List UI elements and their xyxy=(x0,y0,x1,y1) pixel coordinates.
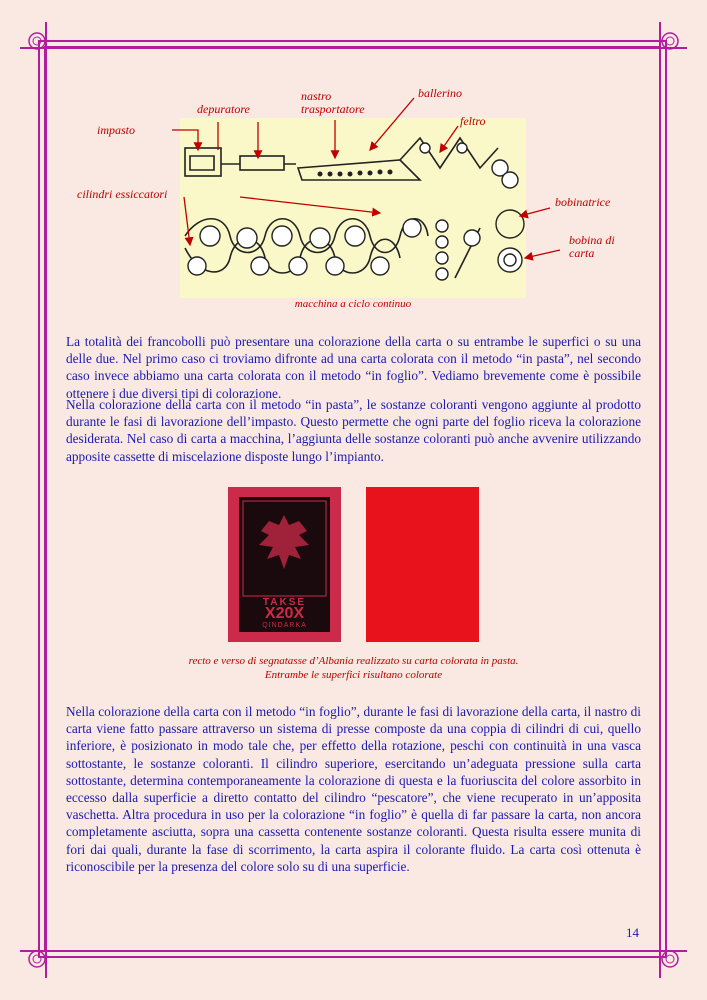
corner-ornament-bottom-left xyxy=(20,946,50,976)
paragraph-in-pasta: Nella colorazione della carta con il metodo “in pasta”, le sostanze coloranti vengono aggiunte al prodotto durante le fasi di lavorazione dell’impasto. Questo permette che ogni parte del foglio riceva la colorazione desiderata. Nel caso di carta a macchina, l’aggiunta delle sostanze coloranti può anche avvenire utilizzando apposite cassette di miscelazione disposte lungo l’impianto. xyxy=(66,397,641,464)
stamp-caption-line1: recto e verso di segnatasse d’Albania realizzato su carta colorata in pasta. xyxy=(188,655,519,667)
label-bobinatrice: bobinatrice xyxy=(555,195,611,209)
stamp-text-bottom: QINDARKA xyxy=(262,622,307,629)
label-feltro: feltro xyxy=(460,114,486,128)
label-depuratore: depuratore xyxy=(197,102,250,116)
diagram-caption: macchina a ciclo continuo xyxy=(294,298,412,310)
frame-bottom-rule xyxy=(20,950,687,952)
stamp-text-value: X20X xyxy=(264,605,305,622)
label-impasto: impasto xyxy=(97,123,136,137)
paragraph-intro: La totalità dei francobolli può presentare una colorazione della carta o su entrambe le superfici o su una delle due. Nel primo caso ci troviamo difronte ad una carta colorata con il metodo “in pasta”, nel secondo caso invece abbiamo una carta colorata con il metodo “in foglio”. Vediamo brevemente come è possibile ottenere i due diversi tipi di colorazione. xyxy=(66,334,641,401)
stamp-caption-line2: Entrambe le superfici risultano colorate xyxy=(264,669,443,681)
diagram-arrows xyxy=(0,0,707,320)
stamp-verso xyxy=(366,487,479,642)
corner-ornament-bottom-right xyxy=(657,946,687,976)
stamp-recto xyxy=(228,487,341,642)
label-bobina-di-carta: bobina di carta xyxy=(569,233,615,260)
page-number: 14 xyxy=(626,925,639,940)
label-nastro-trasportatore: nastro trasportatore xyxy=(301,89,365,116)
label-ballerino: ballerino xyxy=(418,86,462,100)
label-cilindri-essiccatori: cilindri essiccatori xyxy=(77,187,168,201)
stamp-text-top: TAKSE xyxy=(262,597,307,608)
paragraph-in-foglio: Nella colorazione della carta con il metodo “in foglio”, durante le fasi di lavorazione della carta, il nastro di carta viene fatto passare attraverso un sistema di presse composte da una coppia di cilindri di cui, quello inferiore, è posizionato in modo tale che, per effetto della rotazione, peschi con continuità in una vasca sottostante, le sostanze coloranti. Il cilindro superiore, esercitando un’adeguata pressione sulla carta sottostante, determina contemporaneamente la colorazione di questa e la fuoriuscita del colore assorbito in eccesso dalla superficie a diretto contatto del cilindro “pescatore”, che viene recuperato in un’apposita vaschetta. Altra procedura in uso per la colorazione “in foglio” è quella di far passare la carta, non ancora completamente asciutta, sopra una cassetta contenente sostanze coloranti. Questa risulta essere munita di fori dai quali, durante la fase di scorrimento, la carta aspira il colorante fluido. La carta così ottenuta è riconoscibile per la presenza del colore solo su di una superficie. xyxy=(66,704,641,874)
